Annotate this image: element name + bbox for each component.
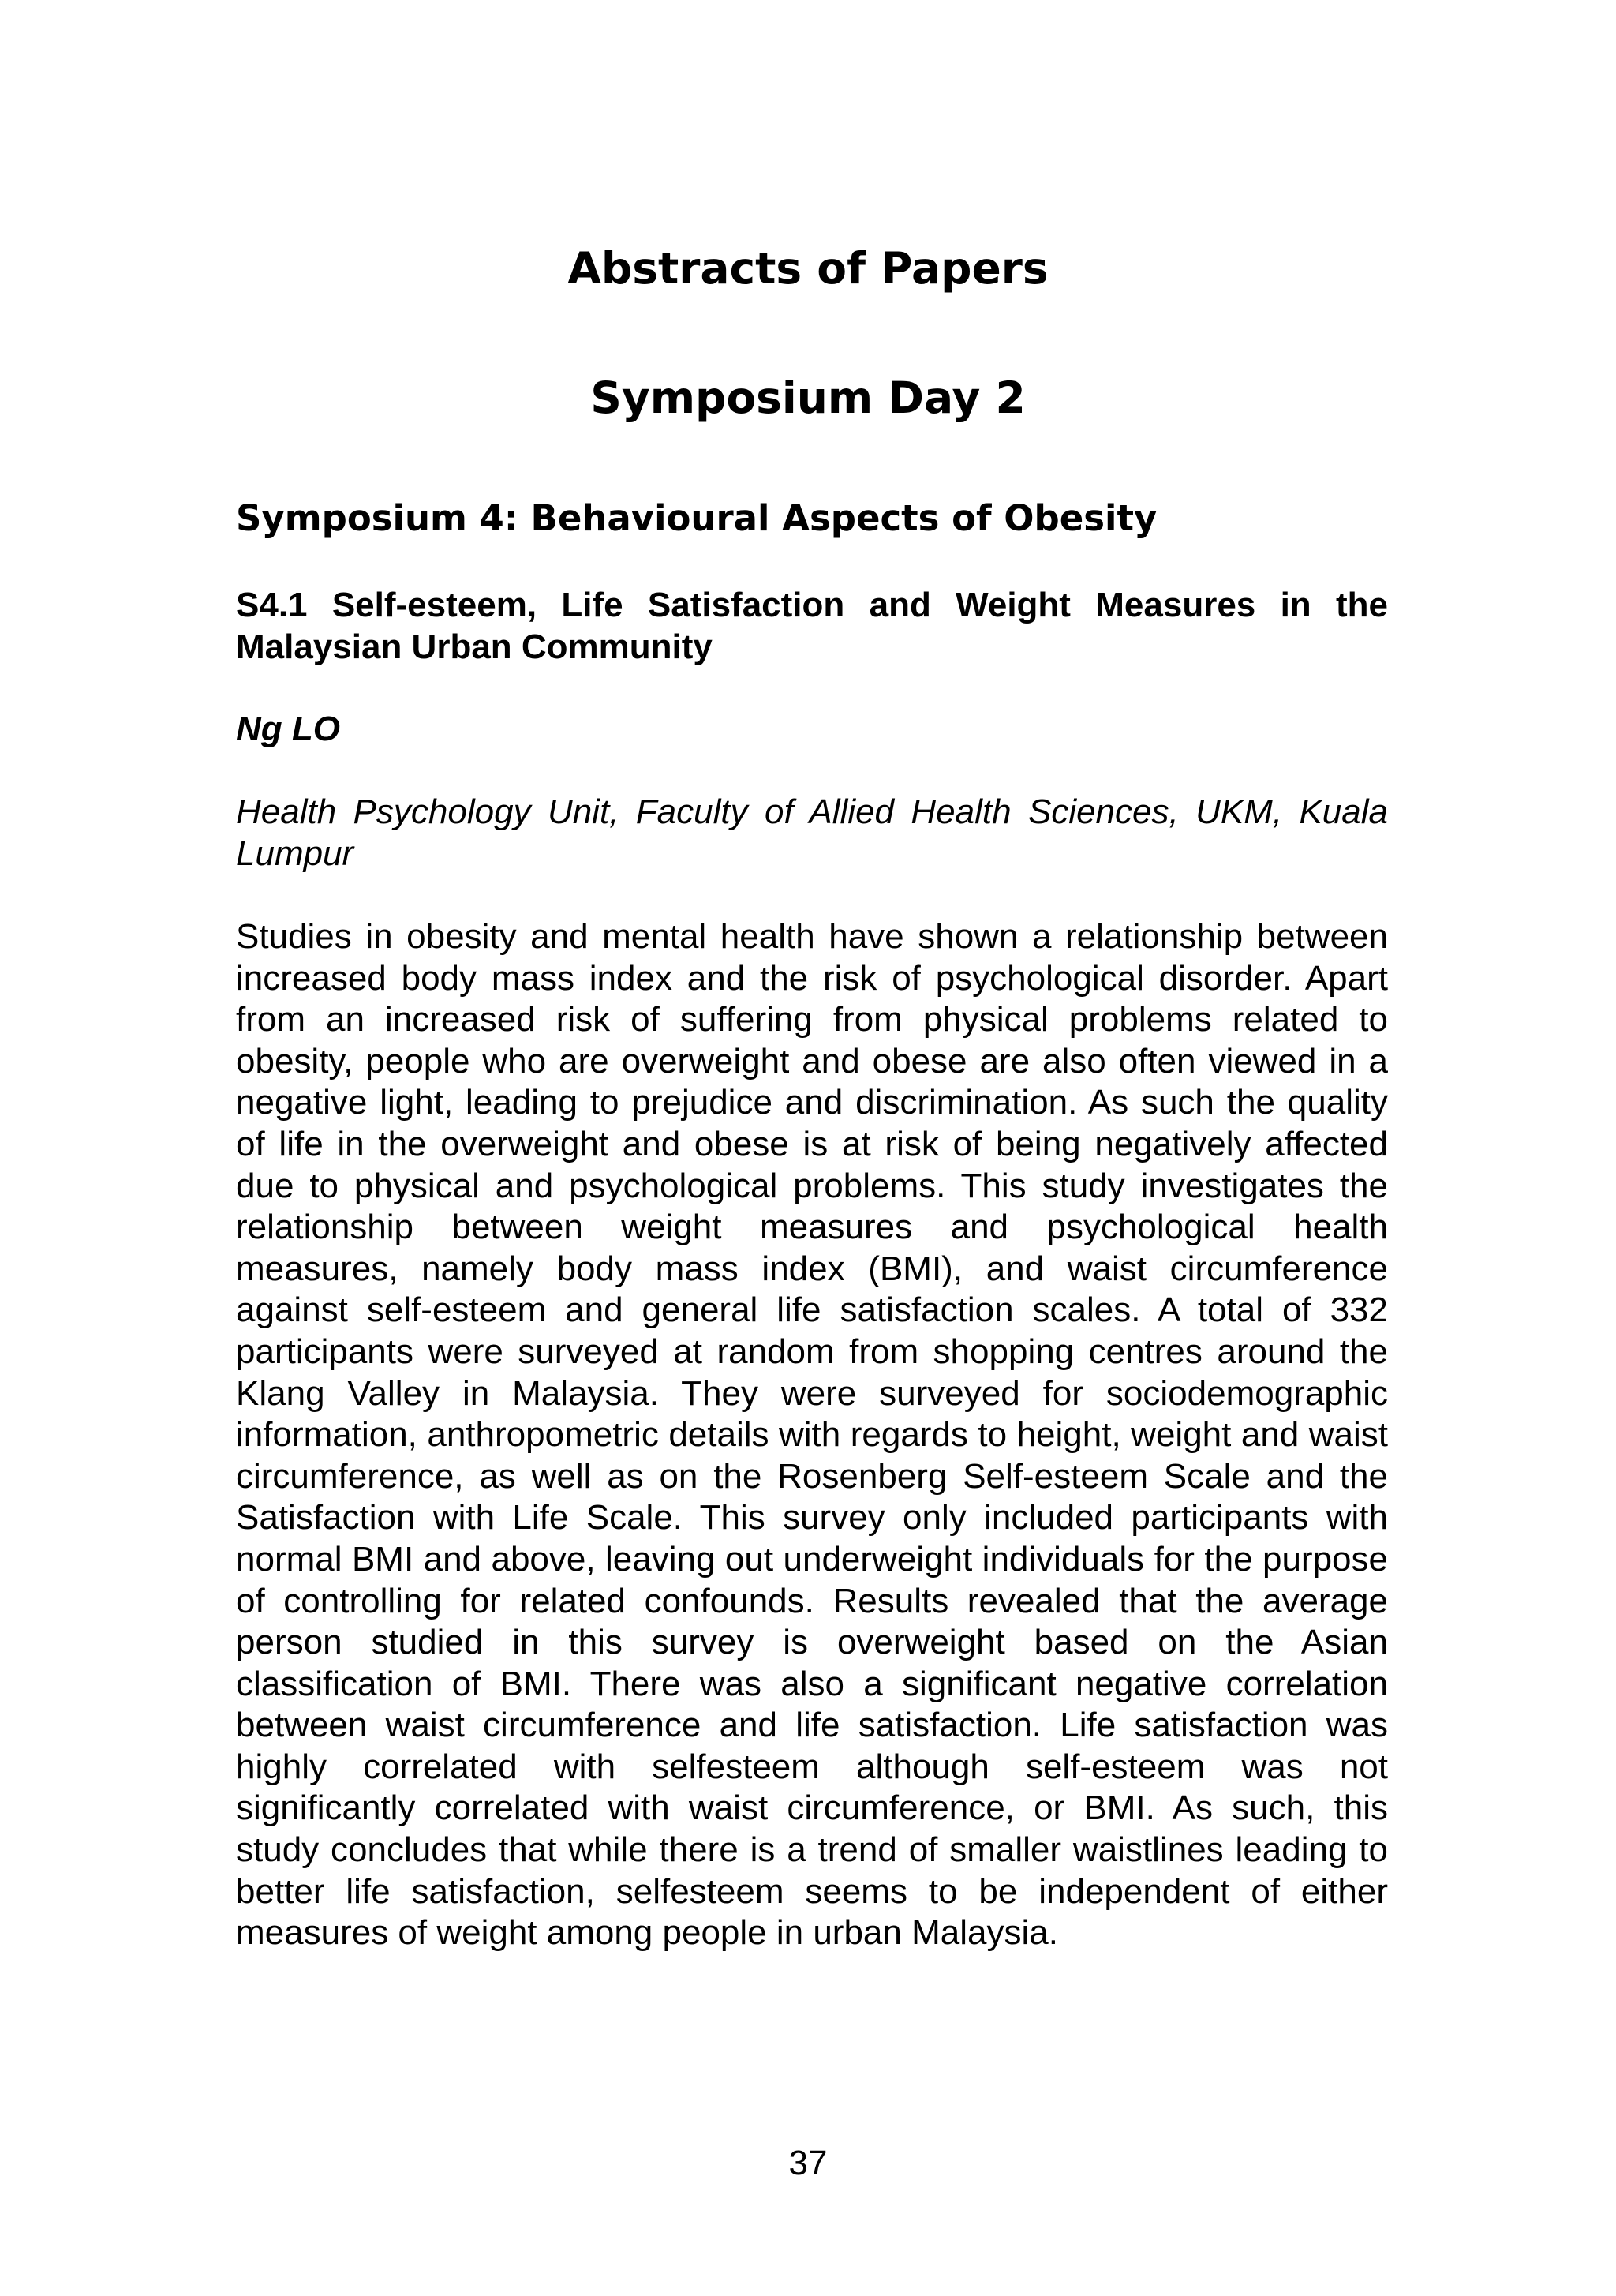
paper-title: S4.1 Self-esteem, Life Satisfaction and Weight Measures in the Malaysian Urban Community [236, 586, 1388, 666]
paper-abstract: Studies in obesity and mental health have shown a relationship between increased body mass index and the risk of psychological disorder. Apart from an increased risk of suffering from physical problems related to obesity, people who are overweight and obese are also often viewed in a negative light, leading to prejudice and discrimination. As such the quality of life in the overweight and obese is at risk of being negatively affected due to physical and psychological problems. This study investigates the relationship between weight measures and psychological health measures, namely body mass index (BMI), and waist circumference against self-esteem and general life satisfaction scales. A total of 332 participants were surveyed at random from shopping centres around the Klang Valley in Malaysia. They were surveyed for sociodemographic information, anthropometric details with regards to height, weight and waist circumference, as well as on the Rosenberg Self-esteem Scale and the Satisfaction with Life Scale. This survey only included participants with normal BMI and above, leaving out underweight individuals for the purpose of controlling for related confounds. Results revealed that the average person studied in this survey is overweight based on the Asian classification of BMI. There was also a significant negative correlation between waist circumference and life satisfaction. Life satisfaction was highly correlated with selfesteem although self-esteem was not significantly correlated with waist circumference, or BMI. As such, this study concludes that while there is a trend of smaller waistlines leading to better life satisfaction, selfesteem seems to be independent of either measures of weight among people in urban Malaysia. [236, 917, 1388, 1953]
paper-author: Ng LO [236, 710, 340, 748]
paper-affiliation: Health Psychology Unit, Faculty of Allied Health Sciences, UKM, Kuala Lumpur [236, 792, 1388, 873]
document-subtitle: Symposium Day 2 [590, 373, 1026, 423]
page-number: 37 [788, 2144, 828, 2182]
symposium-title: Symposium 4: Behavioural Aspects of Obesity [236, 497, 1158, 539]
document-title: Abstracts of Papers [567, 243, 1049, 294]
